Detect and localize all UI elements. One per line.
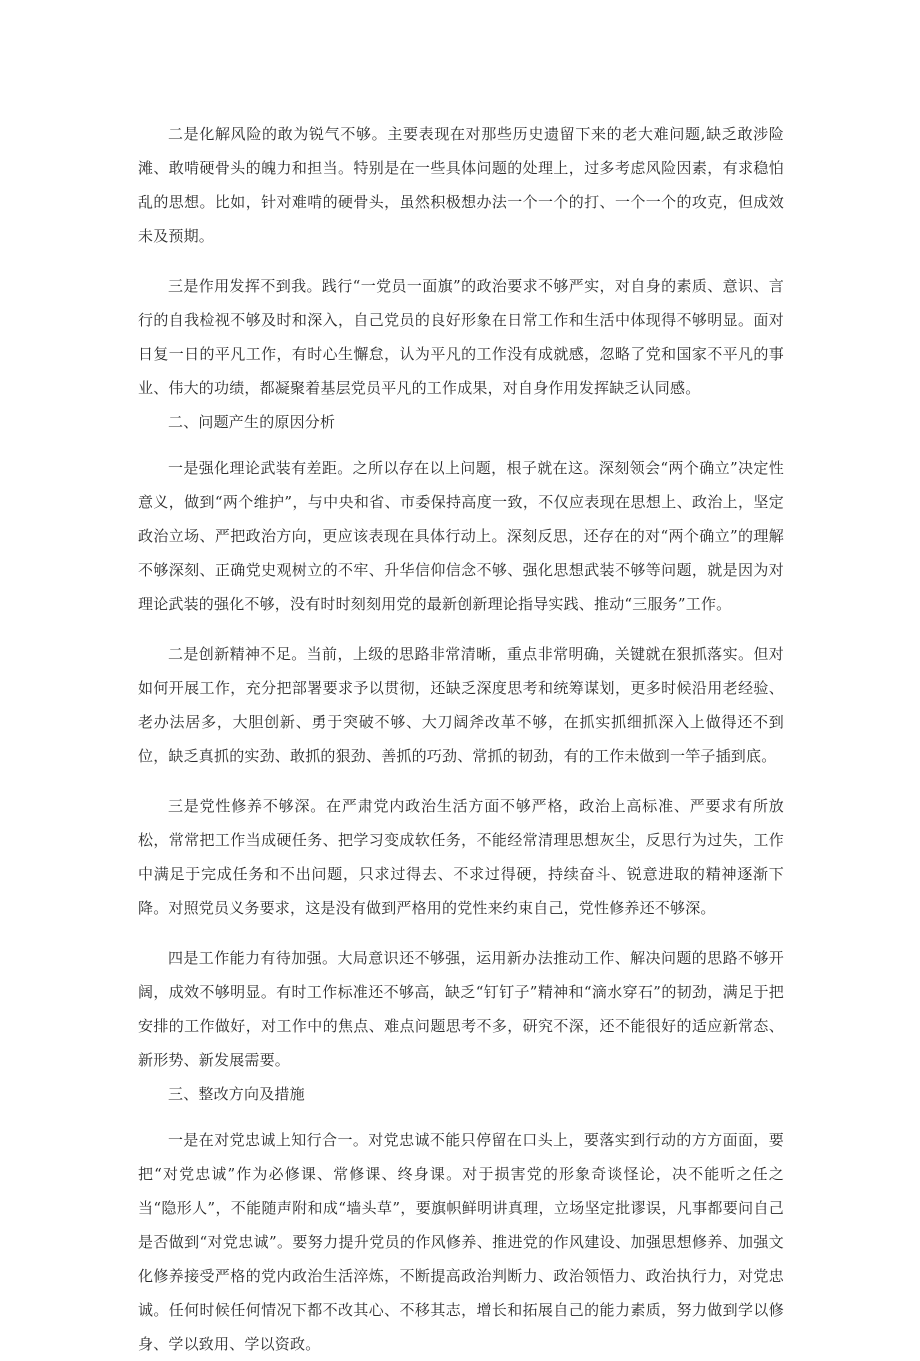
section-heading-rectification: 三、整改方向及措施 [168, 1085, 305, 1103]
section-heading-cause-analysis: 二、问题产生的原因分析 [168, 413, 336, 431]
paragraph-risk-courage: 二是化解风险的敢为锐气不够。主要表现在对那些历史遗留下来的老大难问题,缺乏敢涉险滩、敢啃硬骨头的魄力和担当。特别是在一些具体问题的处理上，过多考虑风险因素，有求稳怕乱的思想。比如，针对难啃的硬骨头，虽然积极想办法一个一个的打、一个一个的攻克，但成效未及预期。 [138, 125, 784, 245]
document-body [138, 117, 784, 1361]
paragraph-party-cultivation: 三是党性修养不够深。在严肃党内政治生活方面不够严格，政治上高标准、严要求有所放松，常常把工作当成硬任务、把学习变成软任务，不能经常清理思想灰尘，反思行为过失，工作中满足于完成任务和不出问题，只求过得去、不求过得硬，持续奋斗、锐意进取的精神逐渐下降。对照党员义务要求，这是没有做到严格用的党性来约束自己，党性修养还不够深。 [138, 797, 784, 917]
paragraph-loyalty: 一是在对党忠诚上知行合一。对党忠诚不能只停留在口头上，要落实到行动的方方面面，要把“对党忠诚”作为必修课、常修课、终身课。对于损害党的形象奇谈怪论，决不能听之任之当“隐形人”，不能随声附和成“墙头草”，要旗帜鲜明讲真理，立场坚定批谬误，凡事都要问自己是否做到“对党忠诚”。要努力提升党员的作风修养、推进党的作风建设、加强思想修养、加强文化修养接受严格的党内政治生活淬炼，不断提高政治判断力、政治领悟力、政治执行力，对党忠诚。任何时候任何情况下都不改其心、不移其志，增长和拓展自己的能力素质，努力做到学以修身、学以致用、学以资政。 [138, 1131, 784, 1353]
paragraph-work-ability: 四是工作能力有待加强。大局意识还不够强，运用新办法推动工作、解决问题的思路不够开阔，成效不够明显。有时工作标准还不够高，缺乏“钉钉子”精神和“滴水穿石”的韧劲，满足于把安排的工作做好，对工作中的焦点、难点问题思考不多，研究不深，还不能很好的适应新常态、新形势、新发展需要。 [138, 949, 784, 1069]
paragraph-role-play: 三是作用发挥不到我。践行“一党员一面旗”的政治要求不够严实，对自身的素质、意识、言行的自我检视不够及时和深入，自己党员的良好形象在日常工作和生活中体现得不够明显。面对日复一日的平凡工作，有时心生懈怠，认为平凡的工作没有成就感，忽略了党和国家不平凡的事业、伟大的功绩，都凝聚着基层党员平凡的工作成果，对自身作用发挥缺乏认同感。 [138, 277, 784, 397]
paragraph-theory-armament: 一是强化理论武装有差距。之所以存在以上问题，根子就在这。深刻领会“两个确立”决定性意义，做到“两个维护”，与中央和省、市委保持高度一致，不仅应表现在思想上、政治上，坚定政治立场、严把政治方向，更应该表现在具体行动上。深刻反思，还存在的对“两个确立”的理解不够深刻、正确党史观树立的不牢、升华信仰信念不够、强化思想武装不够等问题，就是因为对理论武装的强化不够，没有时时刻刻用党的最新创新理论指导实践、推动“三服务”工作。 [138, 459, 784, 613]
paragraph-innovation-spirit: 二是创新精神不足。当前，上级的思路非常清晰，重点非常明确，关键就在狠抓落实。但对如何开展工作，充分把部署要求予以贯彻，还缺乏深度思考和统筹谋划，更多时候沿用老经验、老办法居多，大胆创新、勇于突破不够、大刀阔斧改革不够，在抓实抓细抓深入上做得还不到位，缺乏真抓的实劲、敢抓的狠劲、善抓的巧劲、常抓的韧劲，有的工作未做到一竿子插到底。 [138, 645, 784, 765]
